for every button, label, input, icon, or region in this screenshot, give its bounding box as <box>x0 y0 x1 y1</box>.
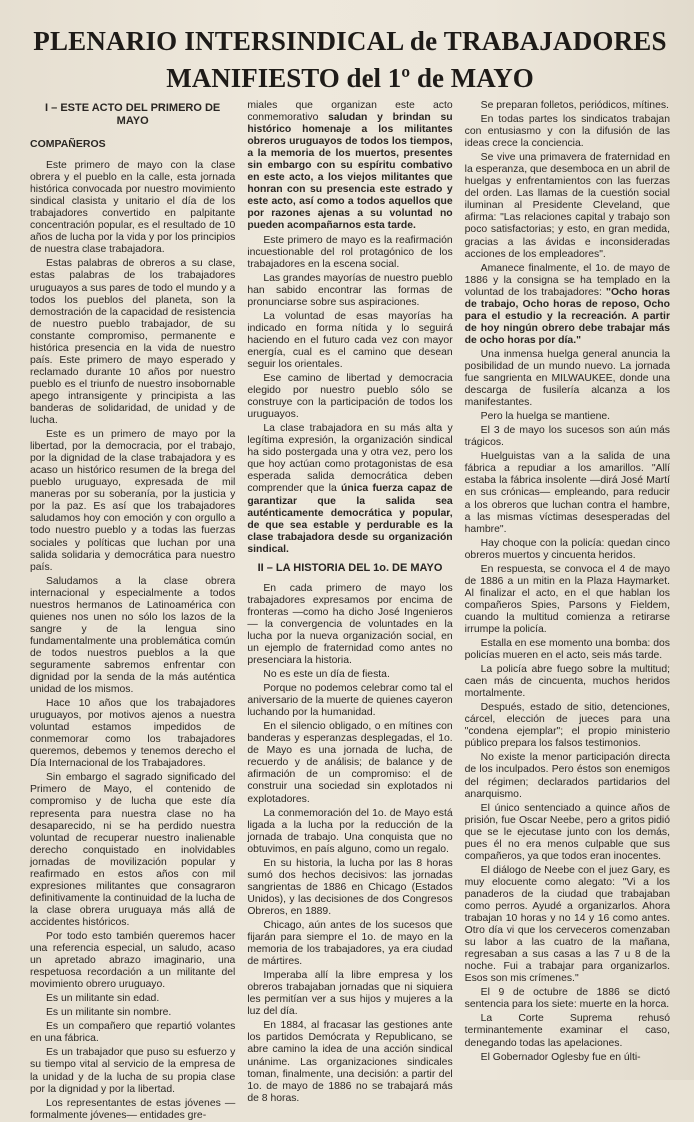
column-2 <box>247 100 453 1104</box>
paragraph: Los representantes de estas jóvenes —formalmente jóvenes— entidades gre- <box>30 1097 236 1121</box>
paragraph: En todas partes los sindicatos trabajan con entusiasmo y con la difusión de las ideas crece la conciencia. <box>464 114 670 150</box>
column-2-paragraphs-a <box>247 235 452 422</box>
paragraph: Porque no podemos celebrar como tal el aniversario de la muerte de quienes cayeron luchando por la humanidad. <box>247 683 453 719</box>
paragraph: Ese camino de libertad y democracia elegido por nuestro pueblo sólo se construye con la participación de todos los uruguayos. <box>247 373 453 421</box>
paragraph: No existe la menor participación directa de los inculpados. Pero éstos son enemigos del régimen; declarados partidarios del anarquismo. <box>464 752 670 800</box>
paragraph: El diálogo de Neebe con el juez Gary, es muy elocuente como alegato: "Vi a los panaderos de la ciudad que trabajaban como perros. Ayudé a organizarlos. Ahora trabajan 10 horas y no 14 y 16 como antes. Otro día vi que los cerveceros comenzaban su labor a las cuatro de la mañana, regresaban a sus casas a las 7 u 8 de la noche. Fui a trabajar para organizarlos. Esos son mis crímenes." <box>464 864 670 985</box>
paragraph: La Corte Suprema rehusó terminantemente examinar el caso, denegando todas las apelaciones. <box>464 1013 670 1049</box>
paragraph: En su historia, la lucha por las 8 horas sumó dos hechos decisivos: las jornadas sangrientas de 1886 en Chicago (Estados Unidos), y las decisiones de dos Congresos Obreros, en 1889. <box>247 857 453 917</box>
paragraph-union <box>247 423 452 556</box>
paragraph-homage <box>247 100 452 233</box>
paragraph: Estas palabras de obreros a su clase, estas palabras de los trabajadores uruguayos a sus pares de todo el mundo y a todos los pueblos del planeta, son la demostración de la capacidad de resistencia de nuestro pueblo trabajador, de su constante compromiso, permanente e histórica presencia en la vida de nuestro país. Este primero de mayo esperado y reclamado durante 10 años por nuestro pueblo es el triunfo de nuestro insobornable apego intransigente y principista a las banderas de solidaridad, de unidad y de lucha. <box>30 258 236 427</box>
column-1 <box>30 100 236 1121</box>
paragraph: El 9 de octubre de 1886 se dictó sentencia para los siete: muerte en la horca. <box>464 987 670 1011</box>
paragraph-bold-text: única fuerza capaz de garantizar que la salida sea auténticamente democrática y popular, de que sea estable y perdurable es la clase trabajadora desde su organización sindical. <box>247 483 453 555</box>
section-heading-2: II – LA HISTORIA DEL 1o. DE MAYO <box>257 561 443 574</box>
paragraph: Chicago, aún antes de los sucesos que fijarán para siempre el 1o. de mayo en la memoria de los trabajadores, ya era ciudad de mártires. <box>247 920 453 968</box>
column-3 <box>465 100 670 1072</box>
paragraph-text: La clase trabajadora en su más alta y legítima expresión, la organización sindical ha sido postergada una y otra vez, pero los que hoy actúan como protagonistas de esa esperada salida democrática deben comprender que la <box>247 423 453 495</box>
paragraph: Estalla en ese momento una bomba: dos policías mueren en el acto, seis más tarde. <box>464 638 670 662</box>
paragraph: Las grandes mayorías de nuestro pueblo han sabido encontrar las formas de pronunciarse sobre sus aspiraciones. <box>247 272 453 308</box>
paragraph: Se preparan folletos, periódicos, mítines. <box>480 100 669 111</box>
paragraph: Este primero de mayo es la reafirmación incuestionable del rol protagónico de los trabajadores en la escena social. <box>247 234 453 270</box>
paragraph: En el silencio obligado, o en mítines con banderas y esperanzas desplegadas, el 1o. de Mayo es una jornada de lucha, de recuerdo y de análisis; de balance y de afirmación de un compromiso: el de construir una sociedad sin explotados ni explotadores. <box>247 721 453 805</box>
salutation: COMPAÑEROS <box>30 138 106 150</box>
paragraph: Es un militante sin edad. <box>46 993 160 1005</box>
paragraph: Imperaba allí la libre empresa y los obreros trabajaban jornadas que ni siquiera les permitían ver a sus hijos y mujeres a la luz del día. <box>247 970 453 1018</box>
paragraph: Una inmensa huelga general anuncia la posibilidad de un mundo nuevo. La jornada fue sangrienta en MILWAUKEE, donde una descarga de fusilería alcanza a los manifestantes. <box>464 348 670 409</box>
paragraph: El 3 de mayo los sucesos son aún más trágicos. <box>464 425 670 449</box>
paragraph: Pero la huelga se mantiene. <box>480 411 611 423</box>
paragraph-bold-text: "Ocho horas de trabajo, Ocho horas de reposo, Ocho para el estudio y la recreación. A partir de hoy ningún obrero debe trabajar más de ocho horas por día." <box>464 286 670 346</box>
paragraph: Es un militante sin nombre. <box>46 1007 172 1019</box>
paragraph: Sin embargo el sagrado significado del Primero de Mayo, el contenido de compromiso y de lucha que este día representa para nuestra clase no ha desaparecido, ni se ha perdido nuestra voluntad de recuperar nuestro inalienable derecho conquistado en inolvidables jornadas de movilización popular y reafirmado en estos años con mil expresiones militantes que consagraron definitivamente la continuidad de la lucha de la clase obrera uruguaya más allá de accidentes históricos. <box>30 772 236 928</box>
paragraph: El único sentenciado a quince años de prisión, fue Oscar Neebe, pero a gritos pidió que se le ejecutase junto con los demás, pues él no era menos culpable que sus compañeros, ya que todos eran inocentes. <box>464 802 670 862</box>
paragraph: La policía abre fuego sobre la multitud; caen más de cincuenta, muchos heridos mortalmente. <box>464 664 670 700</box>
column-1-paragraphs <box>30 160 235 1122</box>
paragraph: En cada primero de mayo los trabajadores expresamos por encima de fronteras —como ha dicho José Ingenieros— la convergencia de voluntades en la lucha por la nueva organización social, en un ejemplo de fraternidad como antes no presenciara la historia. <box>247 582 453 667</box>
paragraph: Por todo esto también queremos hacer una referencia especial, un saludo, acaso un apretado abrazo imaginario, una respetuosa recordación a un militante del movimiento obrero uruguayo. <box>30 931 236 991</box>
page-subtitle: MANIFIESTO del 1º de MAYO <box>166 63 534 93</box>
paragraph: Hay choque con la policía: quedan cinco obreros muertos y cincuenta heridos. <box>464 537 670 561</box>
paragraph-slogan <box>465 263 670 347</box>
paragraph: El Gobernador Oglesby fue en últi- <box>480 1051 641 1063</box>
paragraph: Se vive una primavera de fraternidad en la esperanza, que desemboca en un abril de huelgas y enfrentamientos con las fuerzas del orden. Las llamas de la cuestión social iluminan al Presidente Cleveland, que afirma: "Las relaciones capital y trabajo son poco satisfactorias; y esto, en gran medida, gracias a las ávidas e inconsideradas acciones de los empleadores". <box>464 152 670 260</box>
paragraph: Hace 10 años que los trabajadores uruguayos, por motivos ajenos a nuestra voluntad estamos impedidos de conmemorar como los trabajadores queremos, debemos y tenemos derecho el Día Internacional de los Trabajadores. <box>30 698 236 770</box>
paragraph: La conmemoración del 1o. de Mayo está ligada a la lucha por la reducción de la jornada de trabajo. Una conquista que no obtuvimos, en país alguno, como un regalo. <box>247 807 453 855</box>
column-3-paragraphs-a <box>465 100 670 261</box>
paragraph: En 1884, al fracasar las gestiones ante los partidos Demócrata y Republicano, se abre camino la idea de una acción sindical unánime. Las organizaciones sindicales toman, finalmente, una decisión: a partir del 1o. de mayo de 1886 no se trabajará más de 8 horas. <box>247 1020 453 1104</box>
paragraph: Después, estado de sitio, detenciones, cárcel, elección de jueces para una "condena ejemplar"; el propio ministerio público prepara los falsos testimonios. <box>464 702 670 750</box>
paragraph: Es un trabajador que puso su esfuerzo y su tiempo vital al servicio de la empresa de la unidad y de la lucha de su propia clase por la dignidad y por la libertad. <box>30 1047 236 1095</box>
paragraph: La voluntad de esas mayorías ha indicado en forma nítida y lo seguirá haciendo en el futuro cada vez con mayor energía, cual es el camino que desean seguir los orientales. <box>247 310 453 370</box>
paragraph: En respuesta, se convoca el 4 de mayo de 1886 a un mitin en la Plaza Haymarket. Al finalizar el acto, en el que hablan los compañeros Spies, Parsons y Fieldem, cuando la multitud comienza a retirarse irrumpe la policía. <box>464 563 670 635</box>
article-columns <box>30 100 670 1121</box>
paragraph: Huelguistas van a la salida de una fábrica a repudiar a los amarillos. "Allí estaba la fábrica insolente —dirá José Martí en sus crónicas— empleando, para reducir a los obreros que luchan contra el hambre, a las mismas víctimas desesperadas del hambre". <box>464 451 670 535</box>
column-3-paragraphs-b <box>465 349 670 1064</box>
paragraph-text: miales que organizan este acto conmemorativo <box>247 100 453 124</box>
paragraph: Este es un primero de mayo por la libertad, por la democracia, por el trabajo, por la dignidad de la clase trabajadora y es acaso un histórico resumen de la brega del pueblo uruguayo, expresada de mil maneras por su soberanía, por la justicia y por la paz. Es así que los trabajadores saludamos hoy con emoción y con orgullo a todo nuestro pueblo y a todas las fuerzas sociales y políticas que luchan por una salida solidaria y democrática para nuestro país. <box>30 429 236 573</box>
paragraph: Saludamos a la clase obrera internacional y especialmente a todos nuestros hermanos de Latinoamérica con quienes nos unen no sólo los lazos de la sangre y de la lengua sino fundamentalmente una problemática común de todos nuestros pueblos a la que seguramente sabremos enfrentar con dignidad por la senda de la más auténtica unidad de los mismos. <box>30 575 236 696</box>
column-2-paragraphs-b <box>247 583 452 1105</box>
paragraph-bold-text: saludan y brindan su histórico homenaje a los militantes obreros uruguayos de todos los tiempos, a la memoria de los muertos, presentes sin embargo con su espíritu combativo en este acto, a los viejos militantes que honran con su presencia este estrado y este acto, así como a todos aquellos que por razones ajenas a su voluntad no pueden acompañarnos esta tarde. <box>247 112 453 232</box>
paragraph: No es este un día de fiesta. <box>263 669 390 681</box>
page-title: PLENARIO INTERSINDICAL de TRABAJADORES <box>33 26 667 56</box>
paragraph-text: Amanece finalmente, el 1o. de mayo de 1886 y la consigna se ha templado en la voluntad de los trabajadores: <box>464 262 670 298</box>
paragraph: Es un compañero que repartió volantes en una fábrica. <box>30 1021 236 1045</box>
section-heading-1: I – ESTE ACTO DEL PRIMERO DE MAYO <box>45 102 221 127</box>
paragraph: Este primero de mayo con la clase obrera y el pueblo en la calle, esta jornada histórica convocada por nuestro movimiento sindical clasista y unitario el día de los trabajadores convertido en palpitante concentración popular, es el resultado de 10 años de lucha por la vida y por los principios de nuestra clase trabajadora. <box>30 160 236 256</box>
